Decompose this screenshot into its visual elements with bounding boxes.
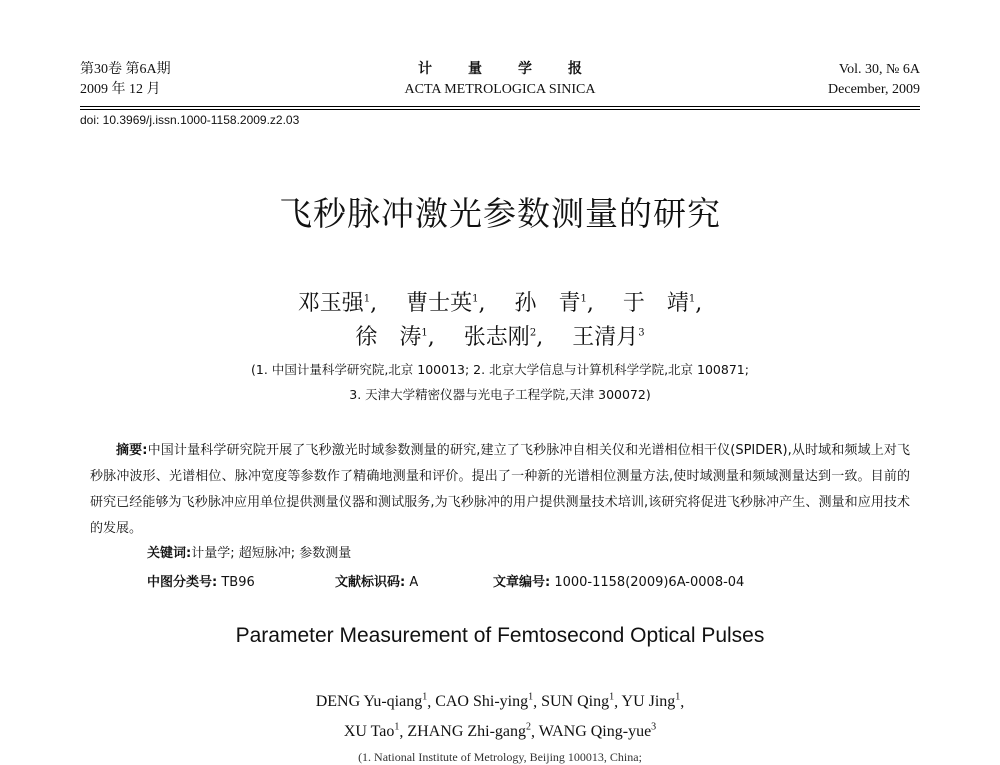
- issue-date: 2009 年 12 月: [80, 82, 161, 97]
- journal-name-cn: 计量学报: [418, 62, 618, 77]
- author-en: XU Tao$^1$: [343, 722, 400, 741]
- keywords-text: 计量学; 超短脉冲; 参数测量: [191, 546, 352, 561]
- document-code: 文献标识码: A: [335, 575, 419, 590]
- abstract-label: 摘要:: [116, 443, 148, 458]
- abstract: [90, 438, 910, 542]
- paper-title-en: Parameter Measurement of Femtosecond Optical Pulses: [235, 624, 765, 647]
- article-number: 文章编号: 1000-1158(2009)6A-0008-04: [493, 575, 745, 590]
- affiliations-cn-line1: (1. 中国计量科学研究院,北京 100013; 2. 北京大学信息与计算机科学学院,北京 100871;: [251, 362, 749, 377]
- author-en: YU Jing$^1$: [621, 692, 681, 711]
- abstract-text: 中国计量科学研究院开展了飞秒激光时域参数测量的研究,建立了飞秒脉冲自相关仪和光谱相位相干仪(SPIDER),从时域和频域上对飞秒脉冲波形、光谱相位、脉冲宽度等参数作了精确地测量和评价。提出了一种新的光谱相位测量方法,使时域测量和频域测量达到一致。目前的研究已经能够为飞秒脉冲应用单位提供测量仪器和测试服务,为飞秒脉冲的用户提供测量技术培训,该研究将促进飞秒脉冲产生、测量和应用技术的发展。: [90, 443, 911, 536]
- journal-header: [80, 60, 920, 104]
- author-cn: 曹士英$^1$: [406, 291, 479, 316]
- journal-name: [80, 60, 920, 100]
- volume-info-en: [828, 60, 920, 100]
- journal-name-en: ACTA METROLOGICA SINICA: [404, 82, 596, 97]
- doi: doi: 10.3969/j.issn.1000-1158.2009.z2.03: [80, 113, 300, 127]
- affiliations-cn-line2: 3. 天津大学精密仪器与光电子工程学院,天津 300072): [349, 387, 651, 402]
- clc-number: 中图分类号: TB96: [147, 575, 255, 590]
- affiliation-en-partial: (1. National Institute of Metrology, Beijing 100013, China;: [358, 750, 642, 764]
- author-cn: 徐 涛$^1$: [355, 325, 428, 350]
- header-rule-top: [80, 106, 920, 107]
- author-en: ZHANG Zhi-gang$^2$: [407, 722, 532, 741]
- header-rule-bottom: [80, 109, 920, 110]
- keywords-label: 关键词:: [147, 546, 192, 561]
- volume-issue: 第30卷 第6A期: [80, 62, 171, 77]
- author-en: CAO Shi-ying$^1$: [435, 692, 534, 711]
- author-cn: 张志刚$^2$: [463, 325, 537, 350]
- author-en: SUN Qing$^1$: [541, 692, 615, 711]
- authors-cn-line2: 徐 涛$^1$, 张志刚$^2$, 王清月$^3$: [355, 325, 645, 350]
- author-cn: 邓玉强$^1$: [297, 291, 371, 316]
- author-cn: 于 靖$^1$: [622, 291, 696, 316]
- date-en: December, 2009: [828, 82, 920, 97]
- author-en: WANG Qing-yue$^3$: [538, 722, 657, 741]
- paper-title-cn: 飞秒脉冲激光参数测量的研究: [279, 194, 721, 233]
- authors-en-line1: DENG Yu-qiang$^1$, CAO Shi-ying$^1$, SUN Qing$^1$, YU Jing$^1$,: [315, 692, 685, 711]
- keywords: [147, 542, 351, 561]
- author-cn: 孙 青$^1$: [514, 291, 587, 316]
- authors-en-line2: XU Tao$^1$, ZHANG Zhi-gang$^2$, WANG Qing-yue$^3$: [343, 722, 657, 741]
- author-en: DENG Yu-qiang$^1$: [315, 692, 428, 711]
- author-cn: 王清月$^3$: [572, 325, 645, 350]
- volume-number-en: Vol. 30, № 6A: [838, 62, 920, 77]
- authors-cn-line1: 邓玉强$^1$, 曹士英$^1$, 孙 青$^1$, 于 靖$^1$,: [297, 291, 703, 316]
